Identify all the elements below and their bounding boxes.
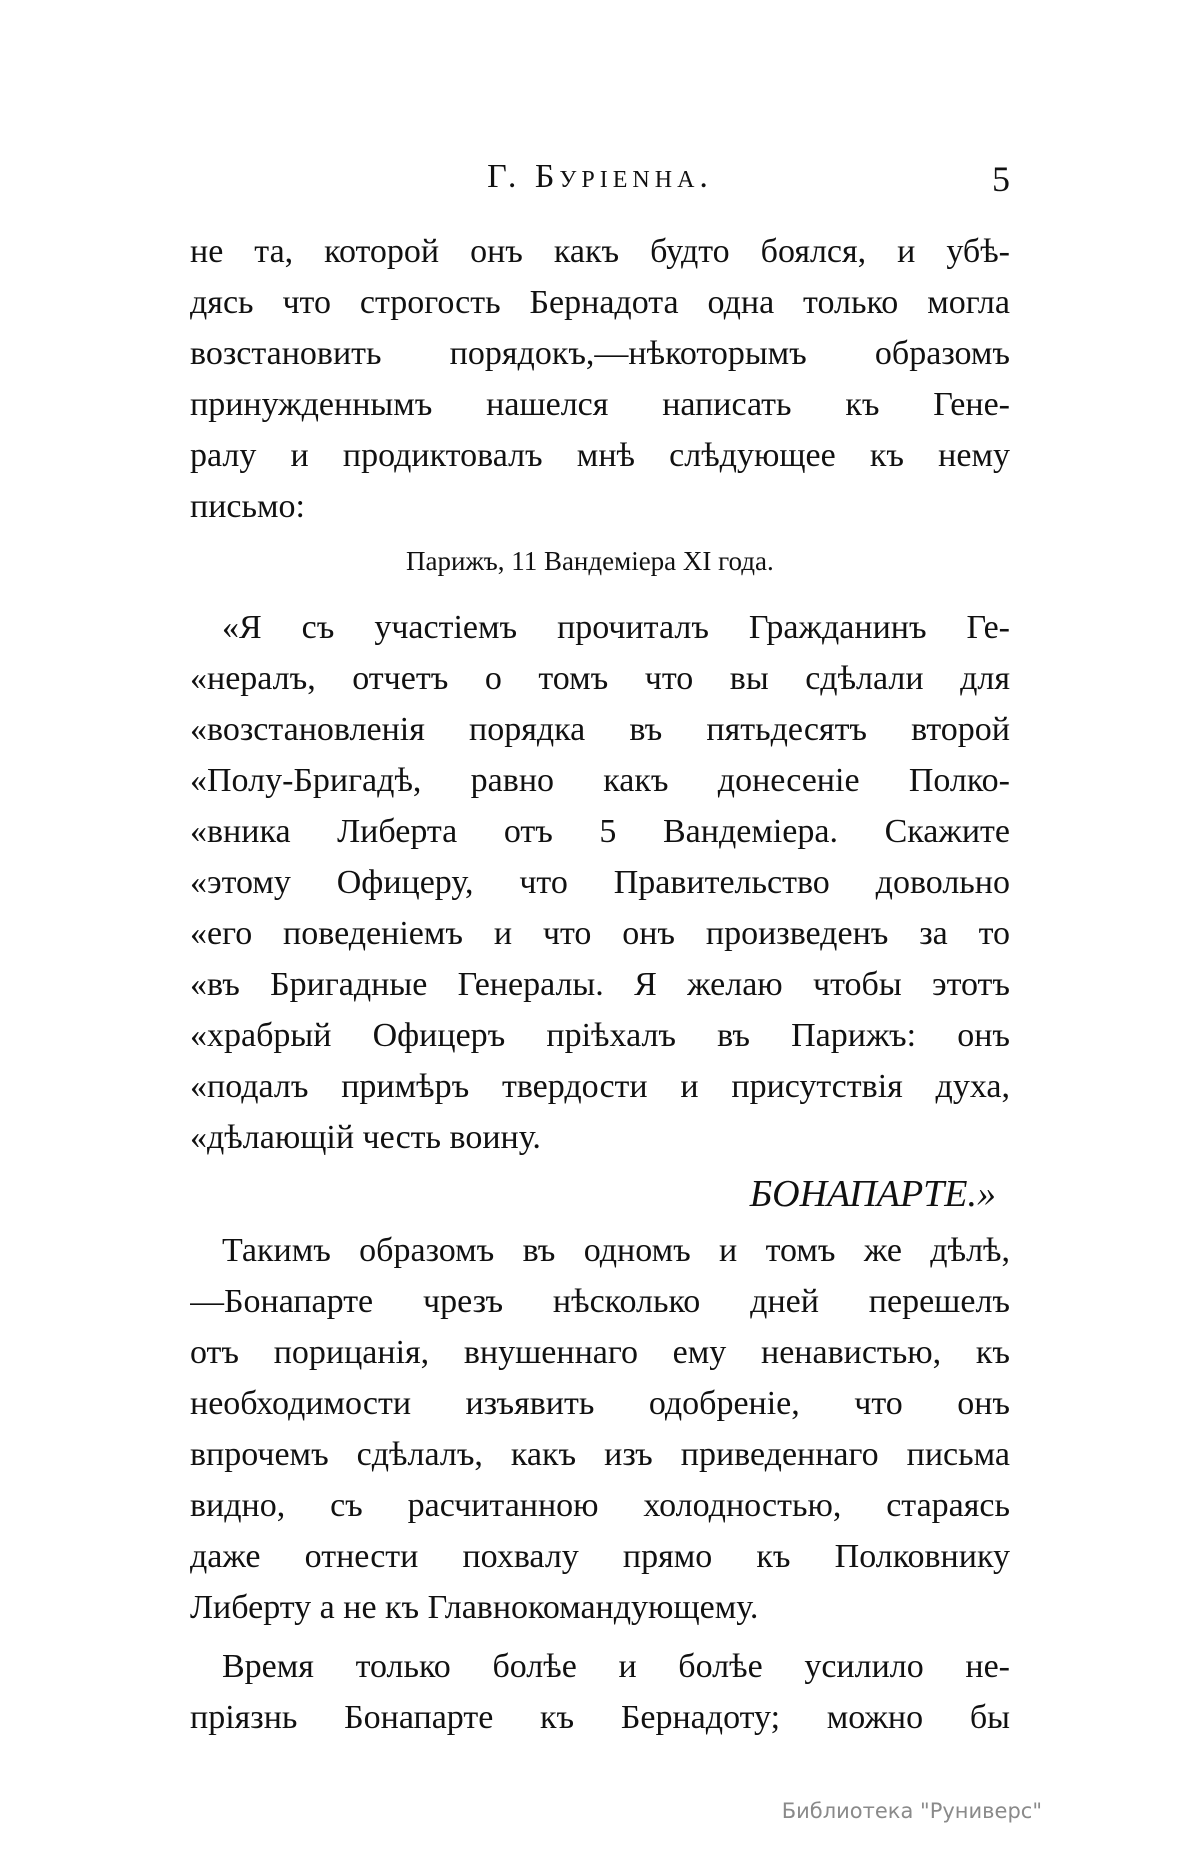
text-line: впрочемъ сдѣлалъ, какъ изъ приведеннаго письма — [190, 1436, 1010, 1473]
letter-signature: БОНАПАРТЕ.» — [749, 1173, 996, 1215]
text-line: ралу и продиктовалъ мнѣ слѣдующее къ нему — [190, 437, 1010, 474]
text-line: «подалъ примѣръ твердости и присутствія духа, — [190, 1068, 1010, 1105]
spacer — [190, 1633, 1010, 1641]
text-line: Такимъ образомъ въ одномъ и томъ же дѣлѣ, — [222, 1232, 1010, 1269]
paragraph-2 — [190, 1641, 1010, 1743]
quoted-letter — [190, 602, 1010, 1225]
text-line: принужденнымъ нашелся написать къ Гене- — [190, 386, 1010, 423]
text-line: «этому Офицеру, что Правительство довольно — [190, 864, 1010, 901]
text-line: даже отнести похвалу прямо къ Полковнику — [190, 1538, 1010, 1575]
text-line: «возстановленія порядка въ пятьдесятъ второй — [190, 711, 1010, 748]
running-title: Г. Бурienна. — [487, 158, 713, 195]
text-line: пріязнь Бонапарте къ Бернадоту; можно бы — [190, 1699, 1010, 1736]
text-line: «храбрый Офицеръ пріѣхалъ въ Парижъ: онъ — [190, 1017, 1010, 1054]
text-line: «въ Бригадные Генералы. Я желаю чтобы этотъ — [190, 966, 1010, 1003]
letter-dateline: Парижъ, 11 Вандеміера XI года. — [406, 546, 774, 576]
text-line: «вника Либерта отъ 5 Вандеміера. Скажите — [190, 813, 1010, 850]
spacer — [190, 590, 1010, 602]
body-text — [190, 226, 1010, 1743]
text-line: видно, съ расчитанною холодностью, стараясь — [190, 1487, 1010, 1524]
text-line: Время только болѣе и болѣе усилило не- — [222, 1648, 1010, 1685]
text-line: «Я съ участіемъ прочиталъ Гражданинъ Ге- — [222, 609, 1010, 646]
intro-paragraph — [190, 226, 1010, 532]
text-line: «Полу-Бригадѣ, равно какъ донесеніе Полко- — [190, 762, 1010, 799]
text-line: необходимости изъявить одобреніе, что онъ — [190, 1385, 1010, 1422]
text-line: Либерту а не къ Главнокомандующему. — [190, 1589, 759, 1626]
page-number: 5 — [992, 159, 1010, 199]
text-line: письмо: — [190, 488, 305, 525]
running-head — [190, 158, 1010, 208]
text-line: «нералъ, отчетъ о томъ что вы сдѣлали для — [190, 660, 1010, 697]
text-line: —Бонапарте чрезъ нѣсколько дней перешелъ — [190, 1283, 1010, 1320]
paragraph-1 — [190, 1225, 1010, 1633]
text-line: не та, которой онъ какъ будто боялся, и убѣ- — [190, 233, 1010, 270]
text-line: дясь что строгость Бернадота одна только могла — [190, 284, 1010, 321]
text-line: возстановить порядокъ,—нѣкоторымъ образомъ — [190, 335, 1010, 372]
library-watermark: Библиотека "Руниверс" — [781, 1799, 1042, 1823]
text-line: отъ порицанія, внушеннаго ему ненавистью, къ — [190, 1334, 1010, 1371]
text-line: «дѣлающій честь воину. — [190, 1119, 541, 1156]
text-line: «его поведеніемъ и что онъ произведенъ за то — [190, 915, 1010, 952]
